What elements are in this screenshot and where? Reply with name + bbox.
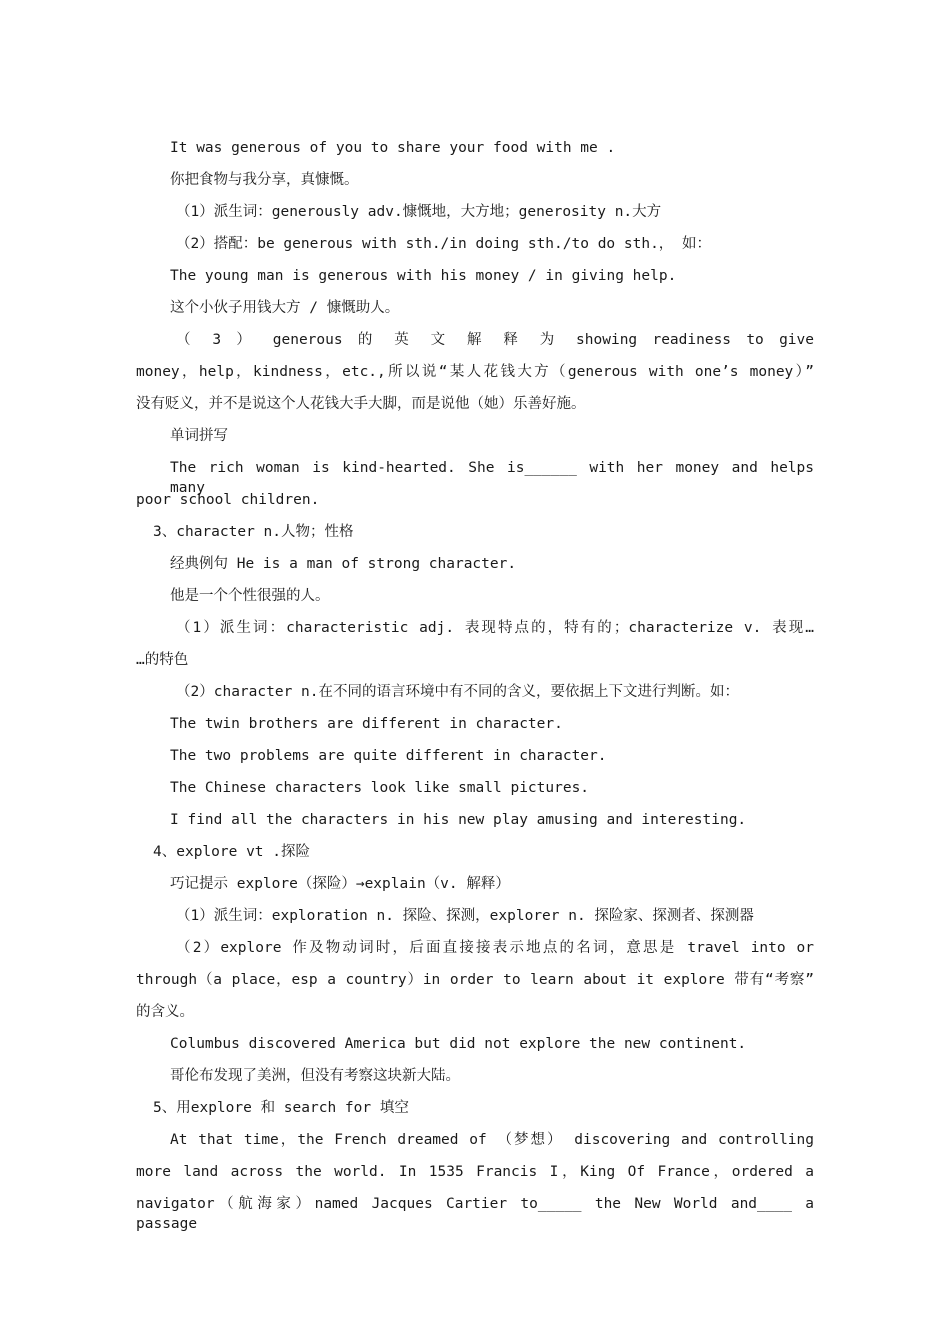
section-heading-4: 4、explore vt .探险 (153, 844, 310, 860)
derivatives-note: （1）派生词：generously adv.慷慨地，大方地；generosity n.大方 (176, 204, 662, 220)
example-sentence: Columbus discovered America but did not explore the new continent. (170, 1036, 747, 1052)
usage-note-cont: through（a place，esp a country）in order to learn about it explore 带有“考察” (136, 972, 814, 988)
example-sentence: The two problems are quite different in character. (170, 748, 607, 764)
section-heading-3: 3、character n.人物；性格 (153, 524, 354, 540)
translation: 你把食物与我分享，真慷慨。 (170, 172, 359, 188)
example-sentence: The twin brothers are different in character. (170, 716, 563, 732)
example-sentence: It was generous of you to share your food with me . (170, 140, 616, 156)
usage-note: （2）explore 作及物动词时，后面直接接表示地点的名词，意思是 travel into or (176, 940, 814, 956)
derivatives-note-cont: …的特色 (136, 652, 189, 668)
usage-note-cont: 的含义。 (136, 1004, 194, 1020)
translation: 哥伦布发现了美洲，但没有考察这块新大陆。 (170, 1068, 460, 1084)
exercise-passage-cont: more land across the world. In 1535 Francis I，King Of France，ordered a (136, 1164, 814, 1180)
usage-note: （2）character n.在不同的语言环境中有不同的含义，要依据上下文进行判断。如： (176, 684, 739, 700)
definition-note-cont: 没有贬义，并不是说这个人花钱大手大脚，而是说他（她）乐善好施。 (136, 396, 586, 412)
exercise-passage-cont: navigator（航海家）named Jacques Cartier to_____ the New World and____ a passage (136, 1196, 814, 1232)
example-sentence: The young man is generous with his money / in giving help. (170, 268, 677, 284)
example-sentence: The Chinese characters look like small pictures. (170, 780, 590, 796)
translation: 这个小伙子用钱大方 / 慷慨助人。 (170, 300, 400, 316)
exercise-sentence: The rich woman is kind-hearted. She is______ with her money and helps many (170, 460, 814, 496)
section-heading-5: 5、用explore 和 search for 填空 (153, 1100, 409, 1116)
exercise-heading: 单词拼写 (170, 428, 228, 444)
derivatives-note: （1）派生词：exploration n. 探险、探测，explorer n. 探险家、探测者、探测器 (176, 908, 754, 924)
definition-note-cont: money，help，kindness，etc.,所以说“某人花钱大方（generous with one’s money）” (136, 364, 814, 380)
example-sentence: I find all the characters in his new play amusing and interesting. (170, 812, 747, 828)
exercise-passage: At that time，the French dreamed of （梦想） discovering and controlling (170, 1132, 814, 1148)
exercise-sentence-cont: poor school children. (136, 492, 320, 508)
collocation-note: （2）搭配：be generous with sth./in doing sth./to do sth.， 如： (176, 236, 712, 252)
example-sentence: 经典例句 He is a man of strong character. (170, 556, 517, 572)
definition-note: （ 3 ） generous 的 英 文 解 释 为 showing readiness to give (176, 332, 814, 348)
translation: 他是一个个性很强的人。 (170, 588, 330, 604)
derivatives-note: （1）派生词：characteristic adj. 表现特点的，特有的；characterize v. 表现… (176, 620, 814, 636)
memory-tip: 巧记提示 explore（探险）→explain（v. 解释） (170, 876, 510, 892)
